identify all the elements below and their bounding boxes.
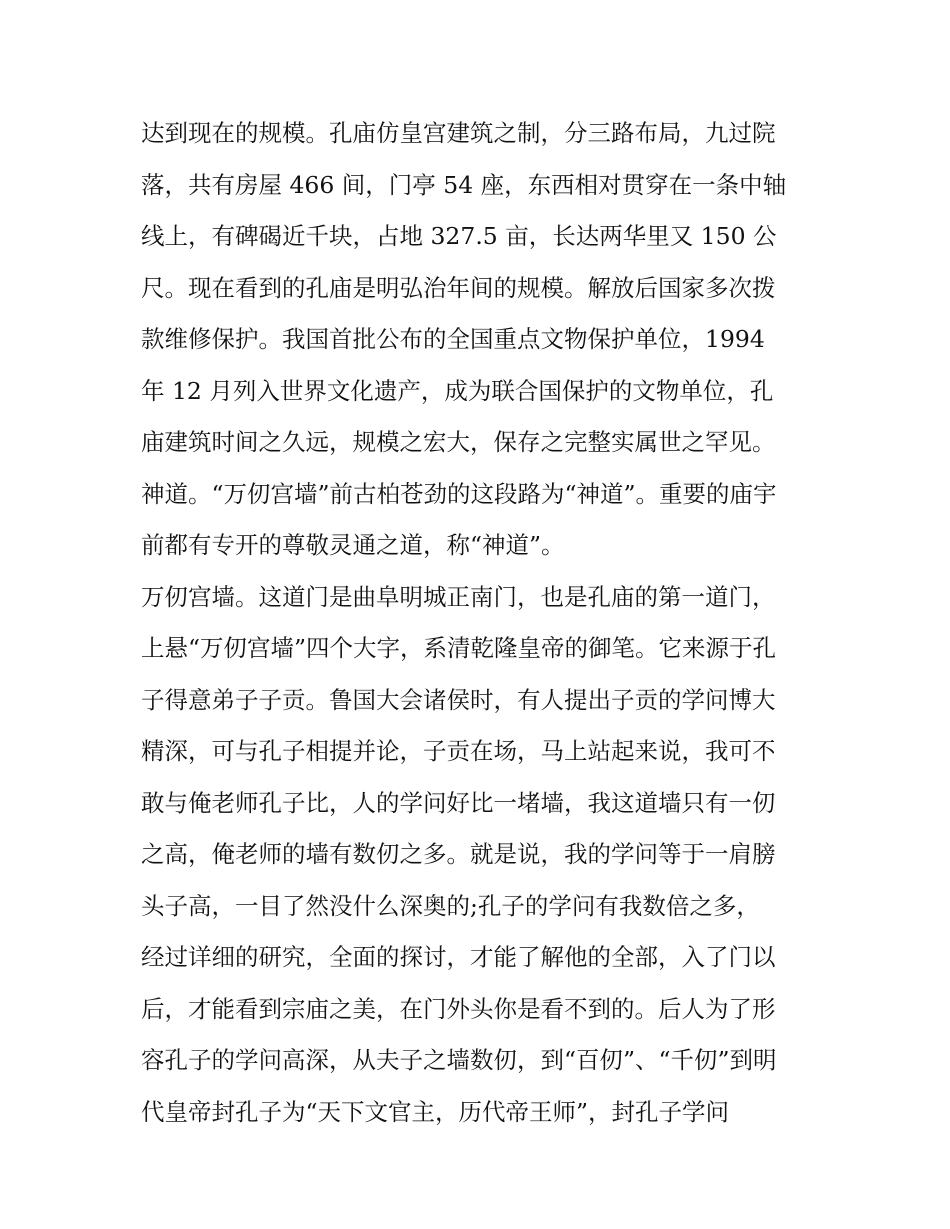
body-text <box>141 108 821 1138</box>
text-line-3: 线上，有碑碣近千块，占地 327.5 亩，长达两华里又 150 公 <box>141 222 777 250</box>
text-line-10: 万仞宫墙。这道门是曲阜明城正南门，也是孔庙的第一道门， <box>141 582 776 611</box>
text-line-1: 达到现在的规模。孔庙仿皇宫建筑之制，分三路布局，九过院 <box>141 119 776 147</box>
text-line-8: 神道。“万仞宫墙”前古柏苍劲的这段路为“神道”。重要的庙宇 <box>141 479 777 508</box>
text-line-17: 经过详细的研究，全面的探讨，才能了解他的全部，入了门以 <box>141 943 776 971</box>
text-line-16: 头子高，一目了然没什么深奥的;孔子的学问有我数倍之多， <box>141 891 760 920</box>
text-line-20: 代皇帝封孔子为“天下文官主，历代帝王师”，封孔子学问 <box>141 1097 730 1126</box>
text-line-11: 上悬“万仞宫墙”四个大字，系清乾隆皇帝的御笔。它来源于孔 <box>141 634 777 662</box>
text-line-18: 后，才能看到宗庙之美，在门外头你是看不到的。后人为了形 <box>141 994 776 1023</box>
text-line-13: 精深，可与孔子相提并论，子贡在场，马上站起来说，我可不 <box>141 737 776 765</box>
text-line-19: 容孔子的学问高深，从夫子之墙数仞，到“百仞”、“千仞”到明 <box>141 1046 777 1074</box>
text-line-15: 之高，俺老师的墙有数仞之多。就是说，我的学问等于一肩膀 <box>141 840 776 868</box>
text-line-2: 落，共有房屋 466 间，门亭 54 座，东西相对贯穿在一条中轴 <box>141 170 787 199</box>
text-line-5: 款维修保护。我国首批公布的全国重点文物保护单位，1994 <box>141 325 765 353</box>
text-line-14: 敢与俺老师孔子比，人的学问好比一堵墙，我这道墙只有一仞 <box>141 788 776 817</box>
text-line-12: 子得意弟子子贡。鲁国大会诸侯时，有人提出子贡的学问博大 <box>141 685 776 714</box>
text-line-7: 庙建筑时间之久远，规模之宏大，保存之完整实属世之罕见。 <box>141 428 776 456</box>
text-line-9: 前都有专开的尊敬灵通之道，称“神道”。 <box>141 531 565 559</box>
text-line-4: 尺。现在看到的孔庙是明弘治年间的规模。解放后国家多次拨 <box>141 273 776 302</box>
text-line-6: 年 12 月列入世界文化遗产，成为联合国保护的文物单位，孔 <box>141 376 774 405</box>
